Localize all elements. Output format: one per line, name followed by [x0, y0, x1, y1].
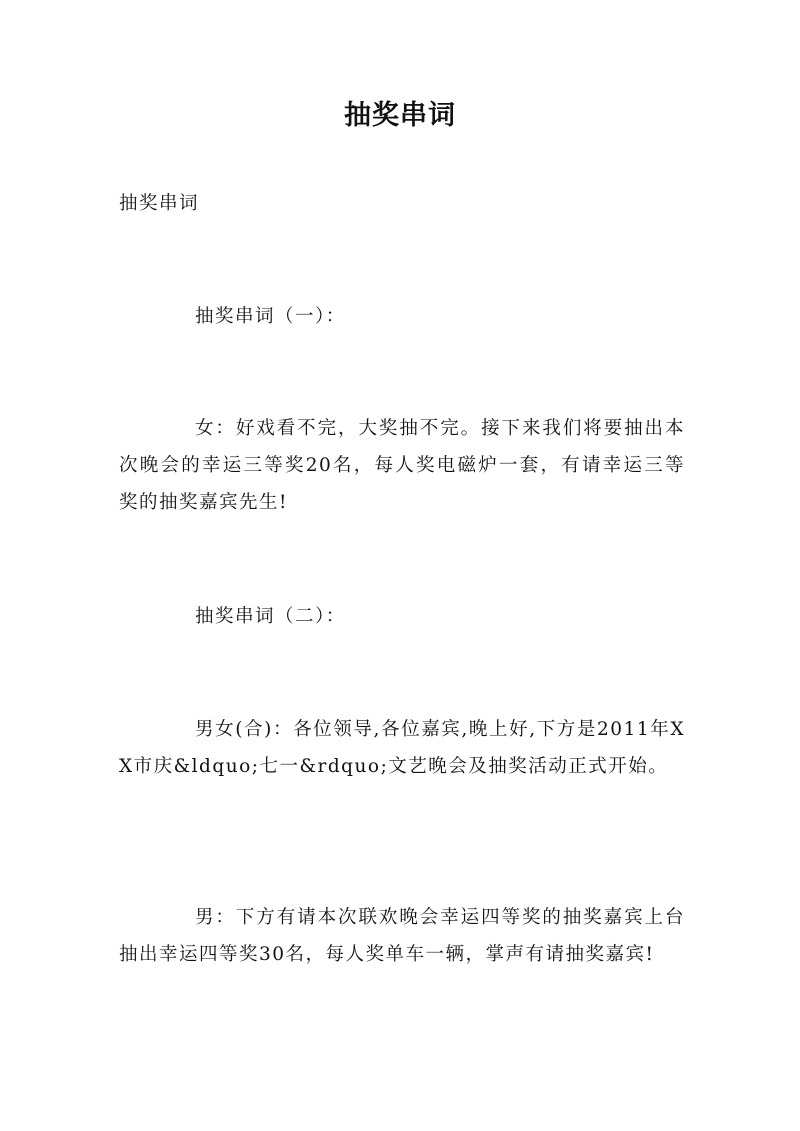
- document-title: 抽奖串词: [344, 100, 456, 131]
- paragraph-1: 女：好戏看不完，大奖抽不完。接下来我们将要抽出本次晚会的幸运三等奖20名，每人奖电磁炉一套，有请幸运三等奖的抽奖嘉宾先生!: [119, 418, 685, 513]
- paragraph-2: 男女(合)：各位领导,各位嘉宾,晚上好,下方是2011年XX市庆&ldquo;七一&rdquo;文艺晚会及抽奖活动正式开始。: [119, 719, 685, 777]
- section-heading-1: 抽奖串词（一）：: [195, 306, 346, 327]
- section-heading-2: 抽奖串词（二）：: [195, 606, 346, 627]
- paragraph-3: 男：下方有请本次联欢晚会幸运四等奖的抽奖嘉宾上台抽出幸运四等奖30名，每人奖单车一辆，掌声有请抽奖嘉宾!: [119, 907, 685, 965]
- document-subtitle: 抽奖串词: [119, 193, 200, 214]
